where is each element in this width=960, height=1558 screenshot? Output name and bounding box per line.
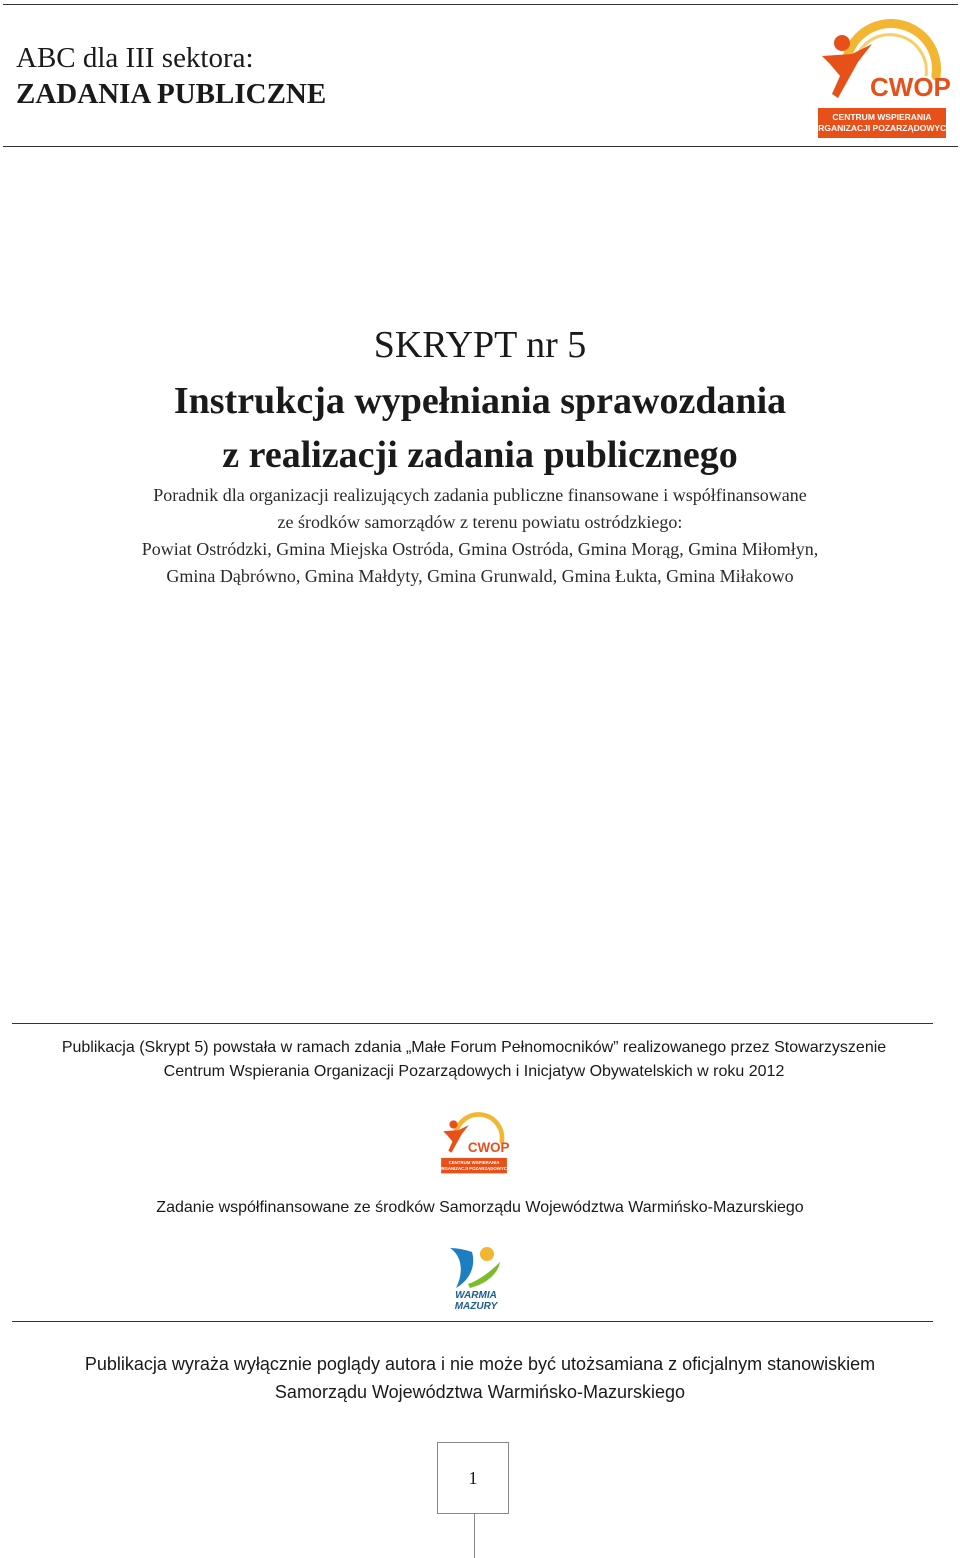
top-rule: [3, 4, 958, 5]
footer-rule-bottom: [12, 1321, 933, 1322]
wm-sun: [480, 1247, 494, 1261]
subtitle-line-2: ze środków samorządów z terenu powiatu ostródzkiego:: [277, 512, 683, 532]
title-line-1: Instrukcja wypełniania sprawozdania: [173, 380, 787, 422]
document-title: [40, 374, 920, 482]
disclaimer-line-2: Samorządu Województwa Warmińsko-Mazurskiego: [274, 1382, 686, 1402]
logo-tagline-1: CENTRUM WSPIERANIA: [448, 1160, 500, 1166]
cwop-logo: [808, 14, 952, 140]
wm-wave-blue: [450, 1248, 473, 1288]
page-number: 1: [437, 1442, 509, 1514]
warmia-mazury-logo: [440, 1240, 512, 1312]
publication-note-line-2: Centrum Wspierania Organizacji Pozarządowych i Inicjatyw Obywatelskich w roku 2012: [163, 1063, 785, 1080]
subtitle-line-3: Powiat Ostródzki, Gmina Miejska Ostróda, Gmina Ostróda, Gmina Morąg, Gmina Miłomłyn,: [141, 539, 819, 559]
disclaimer: [20, 1350, 940, 1406]
logo-name: CWOP: [870, 72, 951, 102]
logo-arc: [456, 1114, 503, 1141]
logo-tagline-2: ORGANIZACJI POZARZĄDOWYCH: [811, 123, 952, 133]
publication-note-line-1: Publikacja (Skrypt 5) powstała w ramach zdania „Małe Forum Pełnomocników” realizowanego przez Stowarzyszenie: [61, 1039, 887, 1056]
cwop-logo-small: [436, 1108, 510, 1176]
header-rule: [3, 146, 958, 147]
skrypt-number: SKRYPT nr 5: [373, 324, 587, 366]
page-number-stem: [474, 1513, 475, 1558]
disclaimer-line-1: Publikacja wyraża wyłącznie poglądy autora i nie może być utożsamiana z oficjalnym stanowiskiem: [84, 1354, 876, 1374]
wm-wave-green: [468, 1262, 500, 1288]
logo-tagline-2: ORGANIZACJI POZARZĄDOWYCH: [437, 1165, 510, 1171]
cofinance-note: Zadanie współfinansowane ze środków Samorządu Województwa Warmińsko-Mazurskiego: [156, 1199, 804, 1216]
title-line-2: z realizacji zadania publicznego: [222, 434, 738, 476]
wm-logo-line-1: WARMIA: [455, 1290, 497, 1301]
logo-figure-head: [834, 35, 850, 51]
document-subtitle: [40, 482, 920, 590]
logo-arc-inner: [854, 35, 926, 76]
publication-note: [10, 1036, 938, 1084]
footer-rule-top: [12, 1023, 933, 1024]
logo-tagline-1: CENTRUM WSPIERANIA: [832, 112, 932, 122]
subtitle-line-1: Poradnik dla organizacji realizujących zadania publiczne finansowane i współfinansowane: [153, 485, 807, 505]
wm-logo-line-2: MAZURY: [454, 1301, 498, 1312]
subtitle-line-4: Gmina Dąbrówno, Gmina Małdyty, Gmina Grunwald, Gmina Łukta, Gmina Miłakowo: [166, 566, 794, 586]
header-line-1: ABC dla III sektora:: [16, 42, 254, 74]
logo-figure-head: [449, 1120, 457, 1128]
logo-name: CWOP: [467, 1139, 510, 1155]
header-title: [16, 40, 326, 112]
header-line-2: ZADANIA PUBLICZNE: [16, 78, 327, 110]
